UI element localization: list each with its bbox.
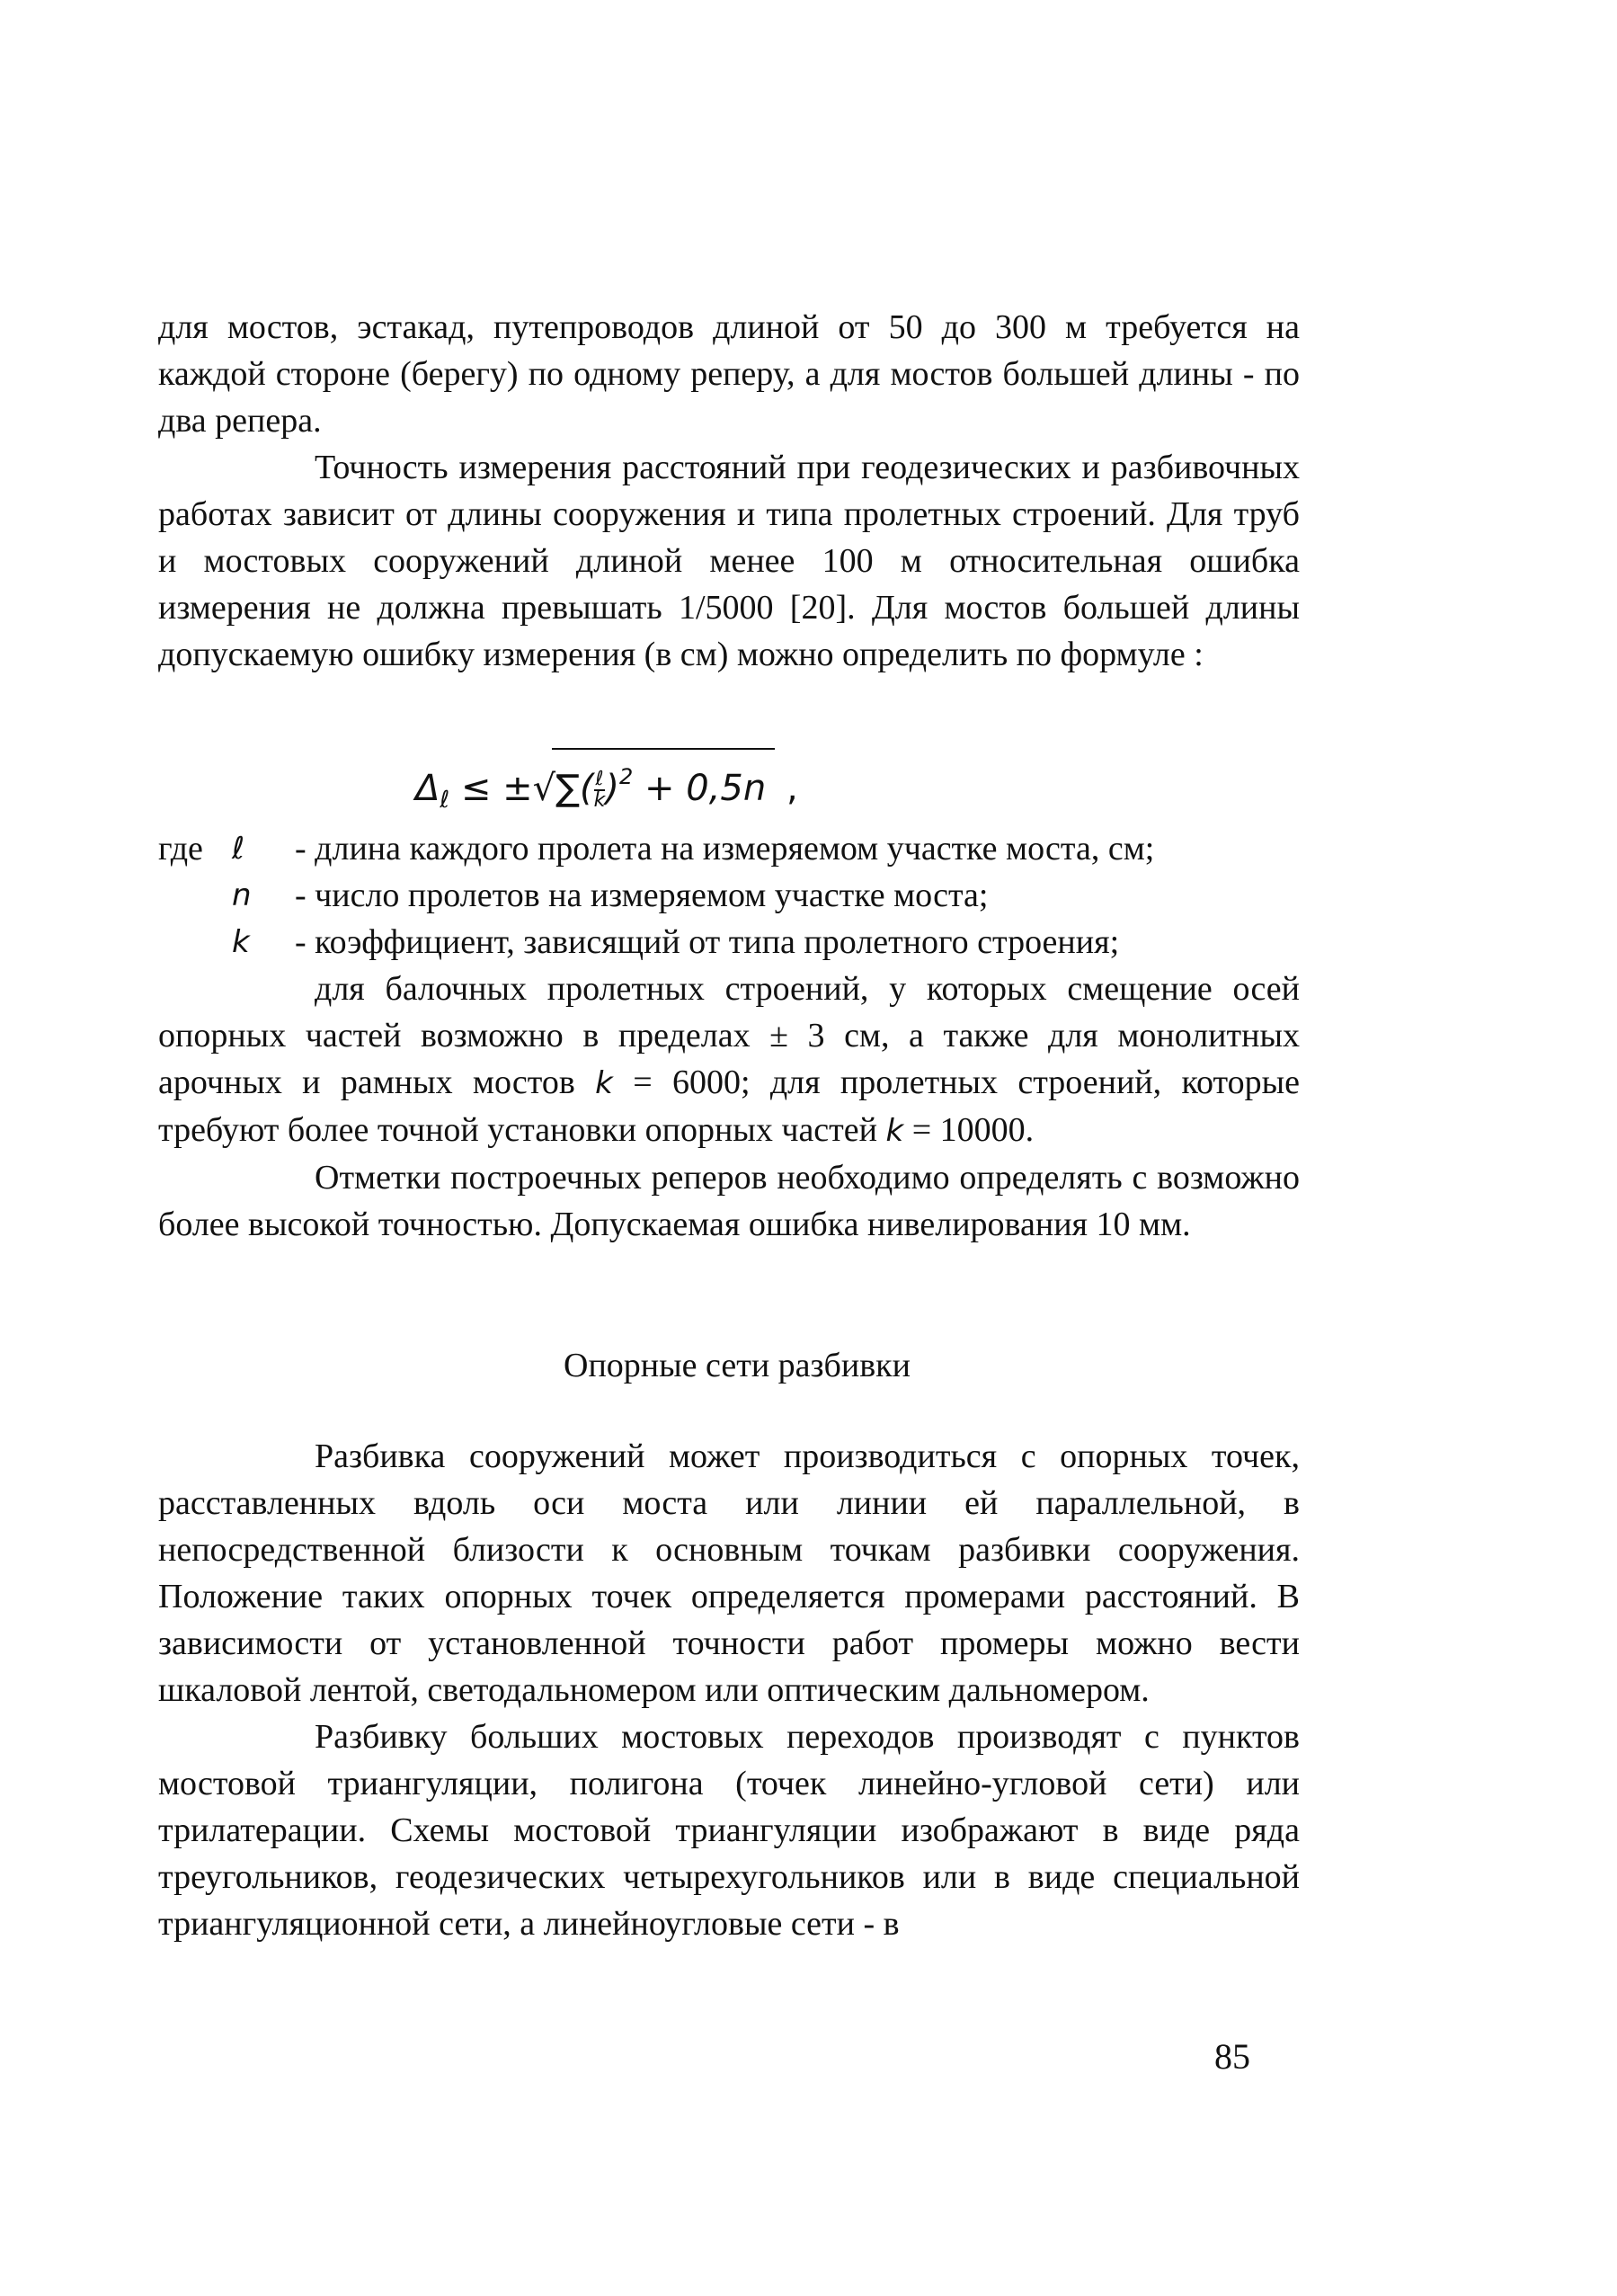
paragraph-2: Точность измерения расстояний при геодезических и разбивочных работах зависит от длины сооружения и типа пролетных строений. Для труб и мостовых сооружений длиной менее 100 м относительная ошибка измерения не должна превышать 1/5000 [20]. Для мостов большей длины допускаемую ошибку измерения (в см) можно определить по формуле : [158, 449, 1300, 673]
paragraph-3-part1: для балочных пролетных строений, у которых смещение осей опорных частей возможно в пределах ± 3 см, а также для монолитных арочных и рамных мостов [158, 970, 1300, 1101]
paragraph-6: Разбивку больших мостовых переходов производят с пунктов мостовой триангуляции, полигона (точек линейно-угловой сети) или трилатерации. Схемы мостовой триангуляции изображают в виде ряда треугольников, геодезических четырехугольников или в виде специальной триангуляционной сети, а линейноугловые сети - в [158, 1718, 1300, 1943]
paragraph-5: Разбивка сооружений может производиться с опорных точек, расставленных вдоль оси моста или линии ей параллельной, в непосредственной близости к основным точкам разбивки сооружения. Положение таких опорных точек определяется промерами расстояний. В зависимости от установленной точности работ промеры можно вести шкаловой лентой, светодальномером или оптическим дальномером. [158, 1437, 1300, 1709]
formula-lhs-sub: ℓ [440, 787, 450, 814]
k-symbol: k [885, 1113, 904, 1149]
formula-power: 2 [619, 764, 634, 789]
paragraph-3-part2: = 6000; для пролетных строений, которые требуют более точной установки опорных частей [158, 1063, 1300, 1149]
section-heading: Опорные сети разбивки [564, 1347, 911, 1384]
where-row [158, 872, 1300, 919]
formula-tail: + 0,5n [644, 768, 767, 809]
formula-pm: ± [502, 768, 533, 809]
where-description: - коэффициент, зависящий от типа пролетного строения; [295, 923, 1120, 961]
body-text-top [158, 304, 1300, 678]
paragraph-3-part3: = 10000. [903, 1111, 1035, 1149]
formula-frac-den: k [593, 789, 606, 812]
formula-frac-num: ℓ [595, 768, 604, 790]
formula-lhs: Δ [415, 768, 440, 809]
paragraph-1: для мостов, эстакад, путепроводов длиной от 50 до 300 м требуется на каждой стороне (берегу) по одному реперу, а для мостов большей длины - по два репера. [158, 308, 1300, 440]
paragraph-3 [158, 966, 1300, 1154]
formula-trailing: , [786, 768, 798, 809]
formula-sum: ∑ [555, 768, 581, 809]
where-row [158, 825, 1300, 872]
where-symbol: n [232, 877, 252, 913]
formula-relation: ≤ [460, 768, 492, 809]
where-list [158, 825, 1300, 1248]
formula-radicand: ∑( $\frac{\text{ℓ}}{k}$ )$^2$ + 0,5n [552, 748, 775, 815]
k-symbol: k [595, 1065, 613, 1101]
paragraph-4: Отметки построечных реперов необходимо определять с возможно более высокой точностью. Допускаемая ошибка нивелирования 10 мм. [158, 1159, 1300, 1243]
body-text-bottom [158, 1433, 1300, 1947]
where-symbol: ℓ [232, 831, 245, 867]
page-number: 85 [1214, 2036, 1250, 2077]
where-row [158, 919, 1300, 966]
formula-sqrt: √ [532, 768, 556, 809]
where-description: - длина каждого пролета на измеряемом участке моста, см; [295, 830, 1155, 868]
formula-fraction [594, 770, 606, 811]
where-description: - число пролетов на измеряемом участке моста; [295, 877, 989, 914]
where-label: где [158, 830, 203, 868]
error-formula [415, 748, 798, 827]
where-symbol: k [232, 924, 250, 960]
